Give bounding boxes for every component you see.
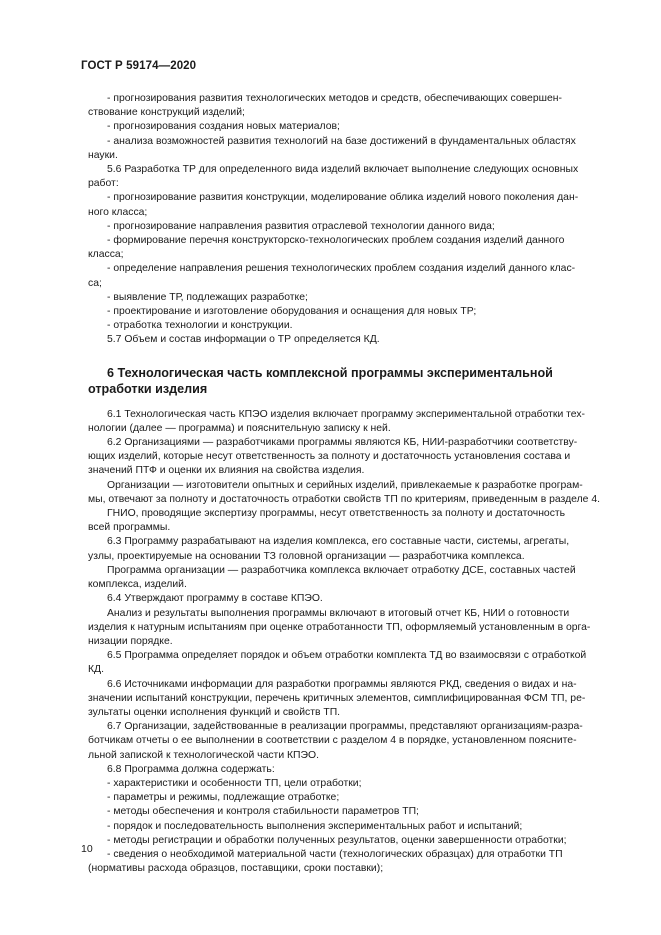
paragraph: ГНИО, проводящие экспертизу программы, несут ответственность за полноту и достаточность всей программы.	[88, 508, 566, 534]
paragraph: - сведения о необходимой материальной части (технологических образцах) для отработки ТП (нормативы расхода образцов, поставщики, сроки поставки);	[88, 848, 563, 875]
paragraph: - выявление ТР, подлежащих разработке;	[107, 291, 308, 303]
paragraph: 6.3 Программу разрабатывают на изделия комплекса, его составные части, системы, агрегаты, узлы, проектируемые на основании ТЗ головной организации — разработчика комплекса.	[88, 536, 570, 562]
paragraph: 6.2 Организациями — разработчиками программы являются КБ, НИИ-разработчики соответству- ющих изделий, которые несут ответственность за полноту и достаточность установления состава и значений ПТФ и оценки их влияния на свойства изделия.	[88, 437, 578, 477]
paragraph: 6.6 Источниками информации для разработки программы являются РКД, сведения о видах и на- значении испытаний конструкции, перечень критичных элементов, симплифицированная ФСМ ТП, ре- зультаты оценки исполнения функций и свойств ТП.	[88, 678, 586, 718]
paragraph: Организации — изготовители опытных и серийных изделий, привлекаемые к разработке програм- мы, отвечают за полноту и достаточность отработки свойств ТП по критериям, приведенным в разделе 4.	[88, 479, 600, 505]
section-6-body	[88, 408, 616, 877]
paragraph: - определение направления решения технологических проблем создания изделий данного клас- са;	[88, 263, 576, 289]
paragraph: - прогнозирования создания новых материалов;	[107, 121, 340, 133]
paragraph: 6.1 Технологическая часть КПЭО изделия включает программу экспериментальной отработки тех- нологии (далее — программа) и пояснительную записку к ней.	[88, 408, 585, 434]
paragraph: - методы регистрации и обработки полученных результатов, оценки завершенности отработки;	[107, 834, 567, 846]
section-5-continuation	[88, 92, 616, 348]
paragraph: - характеристики и особенности ТП, цели отработки;	[107, 777, 362, 789]
paragraph: 5.7 Объем и состав информации о ТР определяется КД.	[107, 334, 380, 346]
paragraph: - методы обеспечения и контроля стабильности параметров ТП;	[107, 806, 419, 818]
paragraph: 6.8 Программа должна содержать:	[107, 763, 275, 775]
paragraph: - проектирование и изготовление оборудования и оснащения для новых ТР;	[107, 306, 477, 318]
paragraph: 5.6 Разработка ТР для определенного вида изделий включает выполнение следующих основных работ:	[88, 164, 579, 190]
page-number: 10	[81, 843, 93, 855]
paragraph: - прогнозирование развития конструкции, моделирование облика изделий нового поколения дан- ного класса;	[88, 192, 579, 218]
paragraph: - отработка технологии и конструкции.	[107, 320, 293, 332]
paragraph: - прогнозирования развития технологических методов и средств, обеспечивающих совершен- ствование конструкций изделий;	[88, 93, 562, 119]
paragraph: - анализа возможностей развития технологий на базе достижений в фундаментальных областях науки.	[88, 135, 576, 161]
paragraph: Программа организации — разработчика комплекса включает отработку ДСЕ, составных частей комплекса, изделий.	[88, 564, 576, 591]
section-6-heading: 6 Технологическая часть комплексной программы экспериментальной отработки изделия	[88, 365, 553, 396]
paragraph: - прогнозирование направления развития отраслевой технологии данного вида;	[107, 220, 495, 232]
paragraph: - порядок и последовательность выполнения экспериментальных работ и испытаний;	[107, 820, 523, 832]
paragraph: Анализ и результаты выполнения программы включают в итоговый отчет КБ, НИИ о готовности изделия к натурным испытаниям при оценке отработанности ТП, оформляемый установленным в орга- низации порядке.	[88, 607, 591, 647]
paragraph: 6.5 Программа определяет порядок и объем отработки комплекта ТД во взаимосвязи с отработкой КД.	[88, 650, 587, 676]
paragraph: - формирование перечня конструкторско-технологических проблем создания изделий данного класса;	[88, 235, 565, 261]
paragraph: 6.4 Утверждают программу в составе КПЭО.	[107, 593, 323, 605]
paragraph: - параметры и режимы, подлежащие отработке;	[107, 792, 340, 804]
document-header: ГОСТ Р 59174—2020	[81, 60, 197, 72]
paragraph: 6.7 Организации, задействованные в реализации программы, представляют организациям-разра- ботчикам отчеты о ее выполнении в соответствии с разделом 4 в порядке, установленном поясните- льной запиской к технологической части КПЭО.	[88, 721, 583, 761]
page-content	[88, 92, 616, 876]
